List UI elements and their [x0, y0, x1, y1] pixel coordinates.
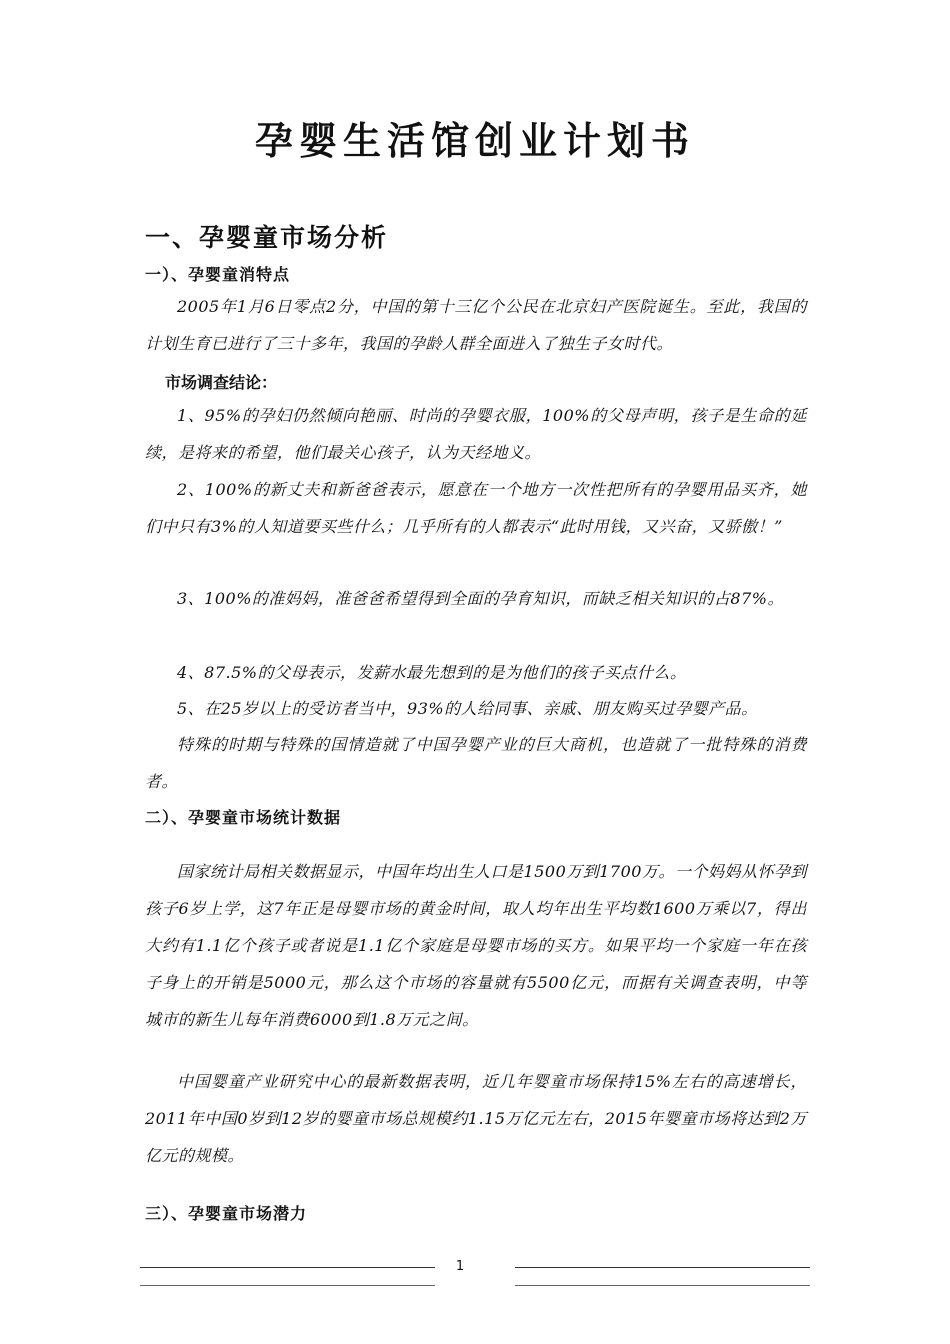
footer-rule-right-top: [515, 1267, 810, 1268]
subheading-market-potential: 三）、孕婴童市场潜力: [145, 1204, 308, 1223]
paragraph-statistics: 国家统计局相关数据显示，中国年均出生人口是1500万到1700万。一个妈妈从怀孕到孩子6岁上学，这7年正是母婴市场的黄金时间，取人均年出生平均数1600万乘以7，得出大约有1.1亿个孩子或者说是1.1亿个家庭是母婴市场的买方。如果平均一个家庭一年在孩子身上的开销是5000元，那么这个市场的容量就有5500亿元，而据有关调查表明，中等城市的新生儿每年消费6000到1.8万元之间。: [145, 862, 807, 1029]
finding-4: 4、87.5%的父母表示，发薪水最先想到的是为他们的孩子买点什么。: [177, 663, 687, 682]
paragraph-special-period: 特殊的时期与特殊的国情造就了中国孕婴产业的巨大商机，也造就了一批特殊的消费者。: [145, 735, 807, 791]
survey-conclusion-label: 市场调查结论：: [165, 373, 278, 392]
footer-rule-left-top: [140, 1267, 435, 1268]
finding-1: 1、95%的孕妇仍然倾向艳丽、时尚的孕婴衣服，100%的父母声明，孩子是生命的延续，是将来的希望，他们最关心孩子，认为天经地义。: [145, 406, 807, 462]
subheading-statistics: 二）、孕婴童市场统计数据: [145, 808, 342, 827]
finding-2: 2、100%的新丈夫和新爸爸表示，愿意在一个地方一次性把所有的孕婴用品买齐，她们中只有3%的人知道要买些什么；几乎所有的人都表示“此时用钱，又兴奋，又骄傲！”: [145, 480, 807, 536]
subheading-consumption-traits: 一）、孕婴童消特点: [145, 265, 291, 284]
document-title: 孕婴生活馆创业计划书: [254, 118, 695, 163]
finding-5: 5、在25岁以上的受访者当中，93%的人给同事、亲戚、朋友购买过孕婴产品。: [177, 699, 758, 718]
page-number: 1: [455, 1259, 465, 1274]
finding-3: 3、100%的准妈妈，准爸爸希望得到全面的孕育知识，而缺乏相关知识的占87%。: [177, 589, 784, 608]
footer-rule-right-bottom: [515, 1285, 810, 1286]
paragraph-growth: 中国婴童产业研究中心的最新数据表明，近几年婴童市场保持15%左右的高速增长，2011年中国0岁到12岁的婴童市场总规模约1.15万亿元左右，2015年婴童市场将达到2万亿元的规模。: [145, 1072, 807, 1165]
section-heading-market-analysis: 一、孕婴童市场分析: [145, 223, 389, 252]
paragraph-intro: 2005年1月6日零点2分，中国的第十三亿个公民在北京妇产医院诞生。至此，我国的计划生育已进行了三十多年，我国的孕龄人群全面进入了独生子女时代。: [145, 297, 807, 353]
footer-rule-left-bottom: [140, 1285, 435, 1286]
